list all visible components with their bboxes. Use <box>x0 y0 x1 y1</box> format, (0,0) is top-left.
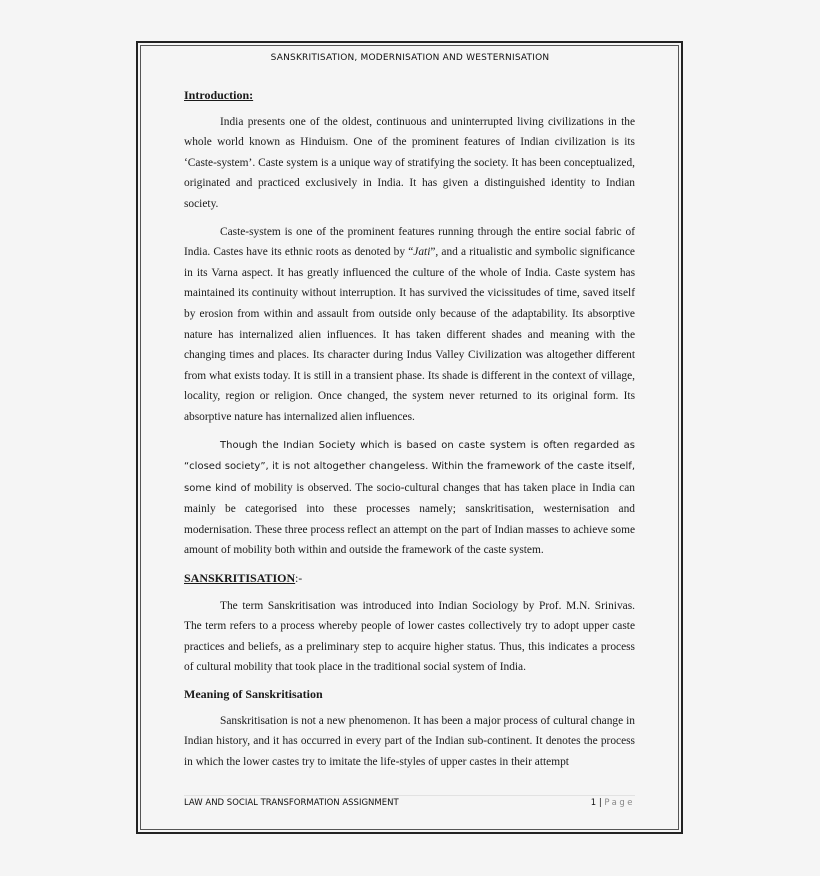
meaning-paragraph: Sanskritisation is not a new phenomenon. It has been a major process of cultural change in Indian history, and it has occurred in every part of the Indian sub-continent. It denotes the process in which the lower castes try to imitate the life-styles of upper castes in their attempt <box>184 714 635 768</box>
intro-paragraph-3 <box>184 435 635 562</box>
sanskritisation-paragraph: The term Sanskritisation was introduced into Indian Sociology by Prof. M.N. Srinivas. The term refers to a process whereby people of lower castes collectively try to adopt upper caste practices and beliefs, as a preliminary step to acquire higher status. Thus, this indicates a process of cultural mobility that took place in the traditional social system of India. <box>184 599 635 674</box>
intro-paragraph-2-start: Caste-system is one of the prominent features running through the entire social fabric of India. Castes have its ethnic roots as denoted by “ <box>184 225 635 259</box>
running-footer <box>184 798 635 808</box>
page-number: 1 <box>590 798 597 808</box>
sanskritisation-heading-row <box>184 568 635 590</box>
page-separator: | <box>596 798 605 808</box>
intro-paragraph-3-sans: Though the Indian Society which is based on caste system is often regarded as “closed society”, it is not altogether changeless. Within the framework of the caste itself, some kind of <box>184 439 635 494</box>
sanskritisation-heading-suffix: :- <box>295 573 303 586</box>
jati-term: Jati <box>413 246 431 259</box>
page-label: Page <box>604 798 635 808</box>
running-header: SANSKRITISATION, MODERNISATION AND WESTERNISATION <box>270 53 550 63</box>
introduction-heading: Introduction: <box>184 88 254 102</box>
intro-paragraph-1: India presents one of the oldest, continuous and uninterrupted living civilizations in the whole world known as Hinduism. One of the prominent features of Indian civilization is its ‘Caste-system’. Caste system is a unique way of stratifying the society. It has been conceptualized, originated and practiced exclusively in India. It has given a distinguished identity to Indian society. <box>184 115 635 210</box>
intro-paragraph-3-serif: mobility is observed. The socio-cultural changes that has taken place in India can mainly be categorised into these processes namely; sanskritisation, westernisation and modernisation. These three process reflect an attempt on the part of Indian masses to achieve some amount of mobility both within and outside the framework of the caste system. <box>184 481 635 557</box>
footer-divider <box>184 795 635 796</box>
page-indicator <box>591 798 635 808</box>
footer-title: LAW AND SOCIAL TRANSFORMATION ASSIGNMENT <box>184 798 399 808</box>
intro-paragraph-2 <box>184 222 635 428</box>
intro-paragraph-2-end: ”, and a ritualistic and symbolic significance in its Varna aspect. It has greatly influenced the culture of the whole of India. Caste system has maintained its continuity without interruption. It has survived the vicissitudes of time, saved itself by erosion from within and assault from outside only because of the adaptability. Its absorptive nature has internalized alien influences. It has taken different shades and meaning with the changing times and places. Its character during Indus Valley Civilization was altogether different from what exists today. It is still in a transient phase. Its shade is different in the context of village, locality, region or religion. Once changed, the system never returned to its original form. Its absorptive nature has internalized alien influences. <box>184 246 635 423</box>
sanskritisation-heading: SANSKRITISATION <box>184 571 296 586</box>
document-body <box>184 85 635 772</box>
meaning-heading: Meaning of Sanskritisation <box>184 687 323 702</box>
